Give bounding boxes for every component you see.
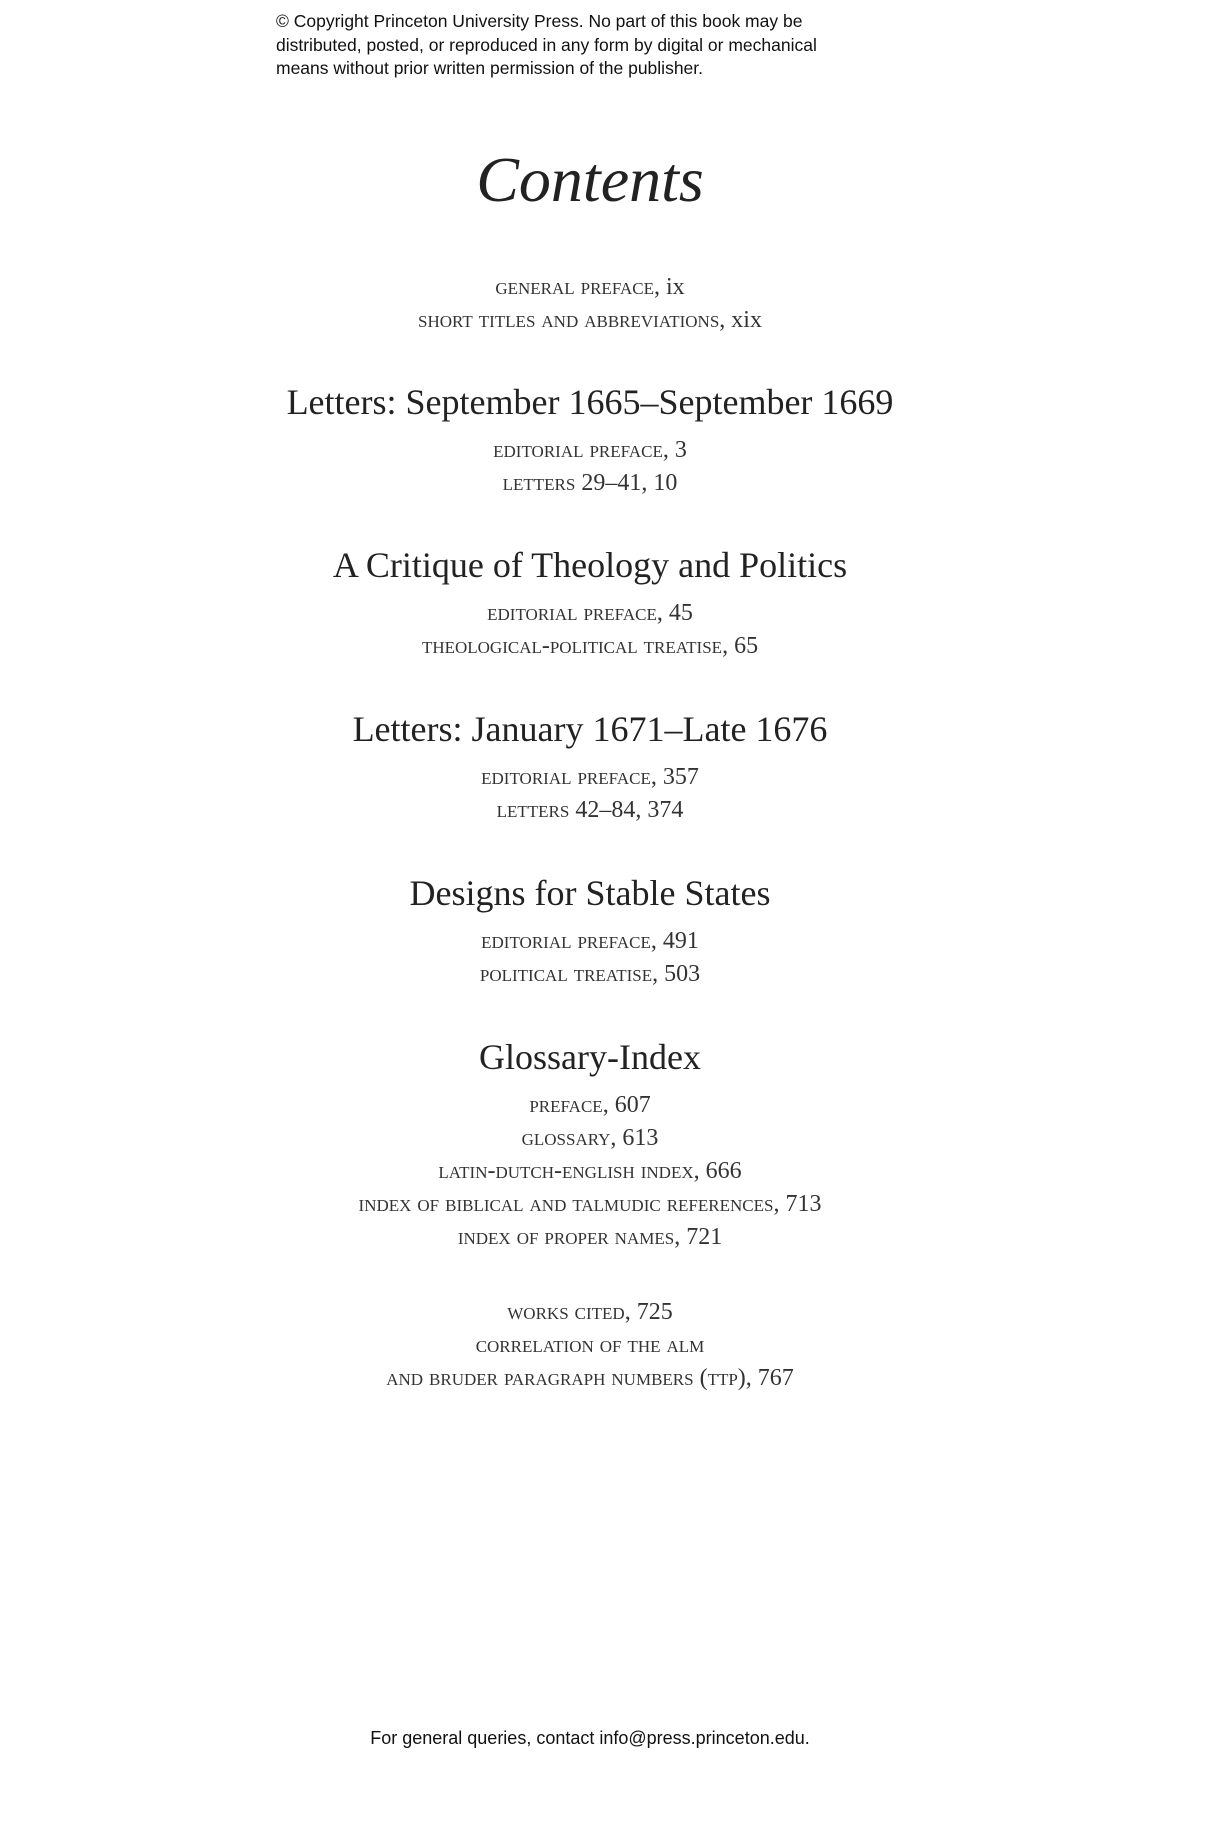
toc-entry-page: 613: [622, 1125, 659, 1151]
toc-entry: general preface, ix: [495, 274, 685, 300]
toc-entry-page: 357: [662, 764, 699, 790]
toc-entry: editorial preface, 45: [487, 600, 693, 626]
toc-entry-label: glossary: [521, 1125, 611, 1151]
section-title: A Critique of Theology and Politics: [332, 545, 848, 585]
toc-entry: letters 42–84, 374: [496, 797, 684, 823]
toc-entry-label: and bruder paragraph numbers (ttp): [386, 1365, 746, 1391]
toc-entry-label: editorial preface: [487, 600, 657, 626]
toc-entry: latin-dutch-english index, 666: [438, 1158, 742, 1184]
section-title: Glossary-Index: [479, 1037, 701, 1077]
toc-entry-page: 767: [757, 1365, 794, 1391]
section-designs: [0, 871, 1180, 991]
toc-entry-label: latin-dutch-english index: [438, 1158, 694, 1184]
back-matter: [0, 1296, 1180, 1395]
toc-entry-label: editorial preface: [481, 764, 651, 790]
section-title: Letters: January 1671–Late 1676: [352, 709, 828, 749]
toc-entry: theological-political treatise, 65: [421, 633, 759, 659]
section-glossary-index: [0, 1035, 1180, 1254]
toc-entry-page: 725: [636, 1299, 673, 1325]
toc-entry: editorial preface, 3: [493, 437, 687, 463]
toc-entry-page: xix: [731, 307, 762, 333]
copyright-line-1: © Copyright Princeton University Press. No part of this book may be: [276, 11, 803, 31]
toc-entry: glossary, 613: [521, 1125, 659, 1151]
toc-entry-page: 666: [705, 1158, 742, 1184]
toc-entry-label: editorial preface: [481, 928, 651, 954]
toc-entry-page: 45: [668, 600, 693, 626]
section-title: Designs for Stable States: [409, 873, 771, 913]
copyright-line-2: distributed, posted, or reproduced in any form by digital or mechanical: [276, 34, 817, 55]
toc-entry: letters 29–41, 10: [502, 470, 678, 496]
toc-entry-label: preface: [529, 1092, 603, 1118]
page-title: Contents: [476, 144, 704, 215]
footer-contact: For general queries, contact info@press.princeton.edu.: [370, 1728, 810, 1748]
toc-entry-page: 721: [686, 1224, 723, 1250]
toc-entry-page: 491: [662, 928, 699, 954]
toc-entry-label: correlation of the alm: [475, 1332, 705, 1358]
section-letters-1671-1676: [0, 707, 1180, 827]
toc-entry-label: general preface: [495, 274, 655, 300]
toc-entry-label: editorial preface: [493, 437, 663, 463]
toc-entry: political treatise, 503: [479, 961, 701, 987]
toc-entry-page: 374: [647, 797, 684, 823]
front-matter: [0, 271, 1180, 337]
copyright-notice: [276, 10, 916, 81]
toc-entry-label: theological-political treatise: [421, 633, 723, 659]
toc-entry-label: political treatise: [479, 961, 653, 987]
toc-entry: editorial preface, 491: [481, 928, 699, 954]
toc-entry: [0, 1329, 1180, 1362]
toc-entry: preface, 607: [529, 1092, 651, 1118]
toc-entry-label: letters 42–84: [496, 797, 636, 823]
toc-entry-page: 65: [734, 633, 759, 659]
toc-entry-label: index of biblical and talmudic references: [358, 1191, 774, 1217]
toc-entry-page: 713: [785, 1191, 822, 1217]
toc-entry-page: 503: [664, 961, 701, 987]
section-critique: [0, 543, 1180, 663]
toc-entry: index of proper names, 721: [457, 1224, 723, 1250]
toc-entry-label: short titles and abbreviations: [418, 307, 720, 333]
toc-entry: works cited, 725: [507, 1299, 673, 1325]
toc-entry: short titles and abbreviations, xix: [418, 307, 762, 333]
toc-entry: editorial preface, 357: [481, 764, 699, 790]
section-letters-1665-1669: [0, 380, 1180, 500]
toc-entry-page: ix: [666, 274, 685, 300]
toc-entry: index of biblical and talmudic references, 713: [358, 1191, 822, 1217]
toc-entry: and bruder paragraph numbers (ttp), 767: [386, 1365, 794, 1391]
toc-entry-page: 10: [653, 470, 678, 496]
toc-entry-label: letters 29–41: [502, 470, 642, 496]
section-title: Letters: September 1665–September 1669: [286, 382, 894, 422]
toc-entry-label: index of proper names: [457, 1224, 675, 1250]
toc-entry-label: works cited: [507, 1299, 625, 1325]
copyright-line-3: means without prior written permission of the publisher.: [276, 58, 704, 78]
toc-entry-page: 607: [614, 1092, 651, 1118]
toc-entry-page: 3: [674, 437, 687, 463]
